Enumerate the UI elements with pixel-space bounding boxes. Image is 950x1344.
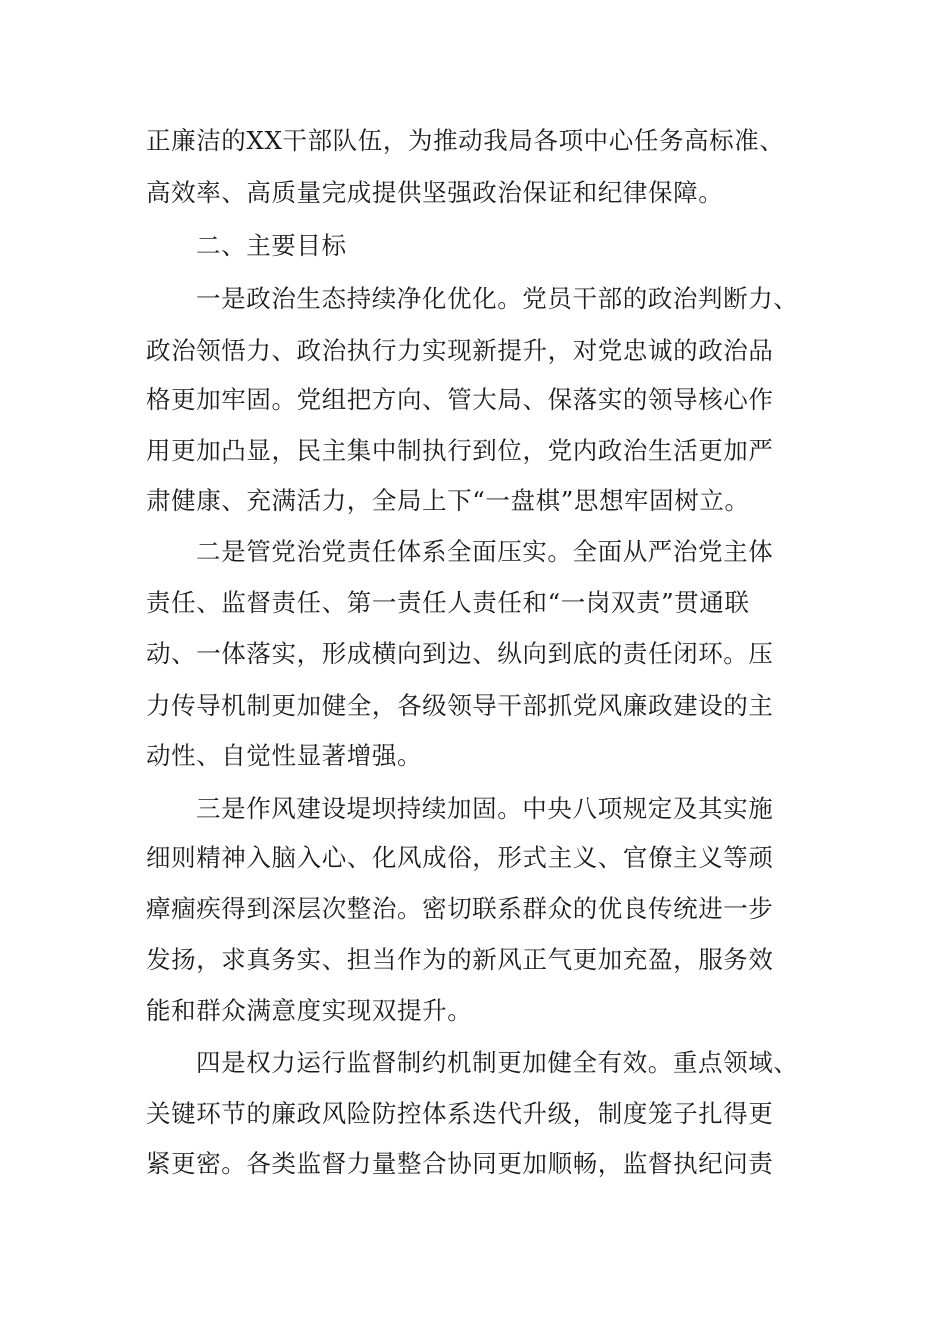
text-line: 责任、监督责任、第一责任人责任和“一岗双责”贯通联: [146, 588, 750, 617]
text-line: 政治领悟力、政治执行力实现新提升，对党忠诚的政治品: [146, 336, 774, 365]
text-line: 发扬，求真务实、担当作为的新风正气更加充盈，服务效: [146, 945, 774, 974]
section-heading: 二、主要目标: [196, 231, 347, 260]
text-line: 瘴痼疾得到深层次整治。密切联系群众的优良传统进一步: [146, 894, 774, 923]
text-line: 动性、自觉性显著增强。: [146, 741, 423, 770]
text-line: 关键环节的廉政风险防控体系迭代升级，制度笼子扎得更: [146, 1099, 774, 1128]
text-line: 紧更密。各类监督力量整合协同更加顺畅，监督执纪问责: [146, 1149, 774, 1178]
text-line: 用更加凸显，民主集中制执行到位，党内政治生活更加严: [146, 436, 774, 465]
text-line: 动、一体落实，形成横向到边、纵向到底的责任闭环。压: [146, 639, 774, 668]
paragraph-start: 二是管党治党责任体系全面压实。全面从严治党主体: [196, 537, 774, 566]
text-line: 力传导机制更加健全，各级领导干部抓党风廉政建设的主: [146, 691, 774, 720]
text-line: 格更加牢固。党组把方向、管大局、保落实的领导核心作: [146, 385, 774, 414]
text-line: 能和群众满意度实现双提升。: [146, 996, 473, 1025]
paragraph-start: 三是作风建设堤坝持续加固。中央八项规定及其实施: [196, 794, 774, 823]
paragraph-start: 四是权力运行监督制约机制更加健全有效。重点领域、: [196, 1048, 799, 1077]
text-line: 高效率、高质量完成提供坚强政治保证和纪律保障。: [146, 178, 724, 207]
paragraph-start: 一是政治生态持续净化优化。党员干部的政治判断力、: [196, 284, 799, 313]
text-line: 细则精神入脑入心、化风成俗，形式主义、官僚主义等顽: [146, 843, 774, 872]
text-line: 肃健康、充满活力，全局上下“一盘棋”思想牢固树立。: [146, 486, 750, 515]
text-line: 正廉洁的XX干部队伍，为推动我局各项中心任务高标准、: [146, 126, 785, 155]
